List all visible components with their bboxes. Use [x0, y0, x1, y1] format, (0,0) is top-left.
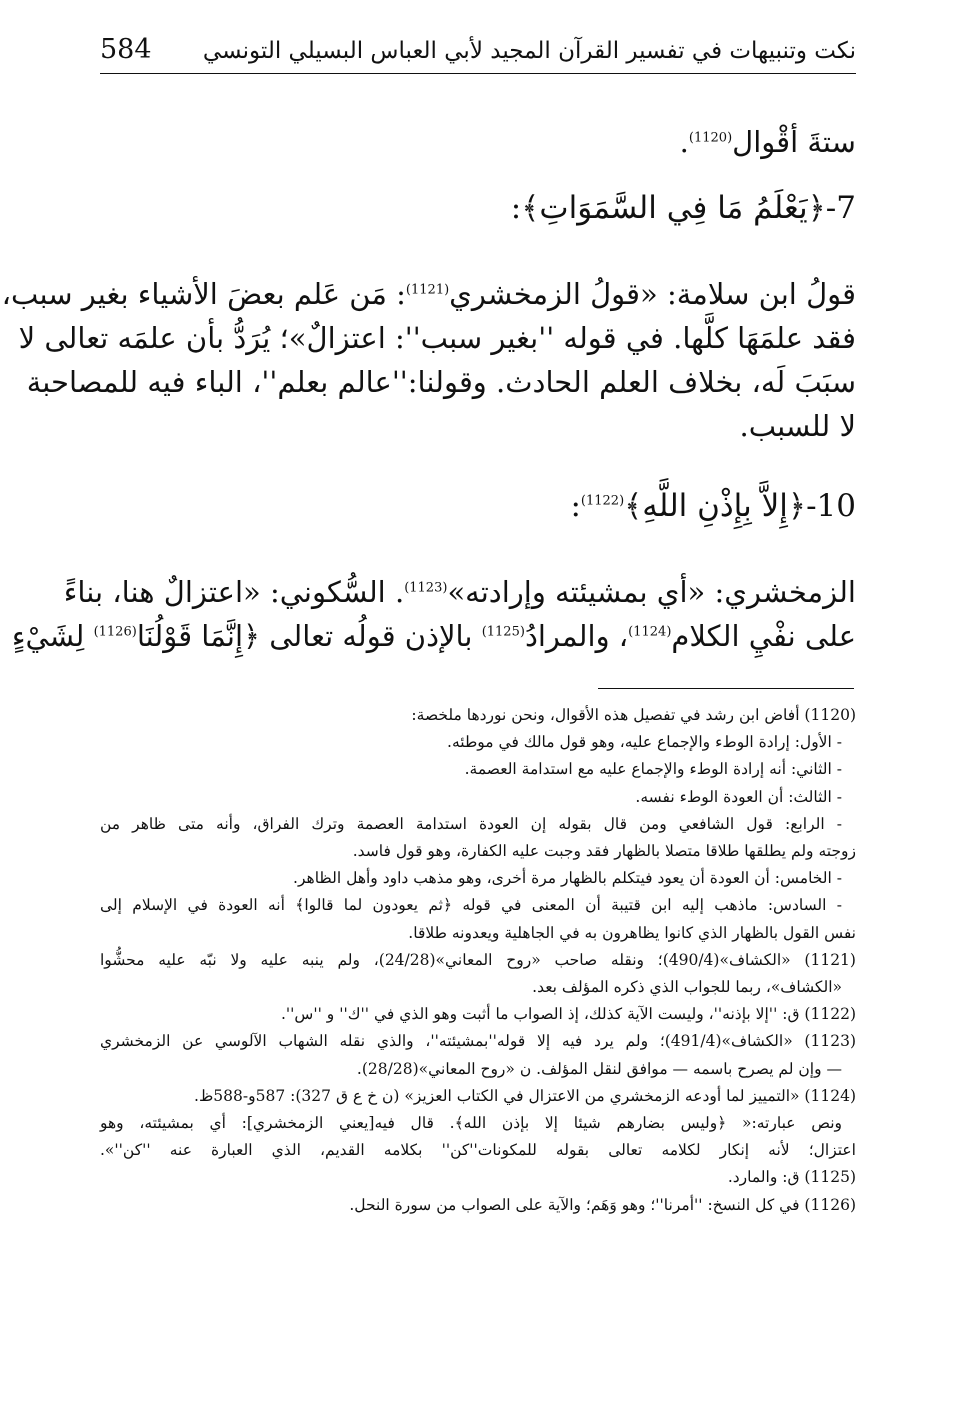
footnote-ref-1125: (1125) [481, 624, 525, 640]
paragraph-line [1, 272, 856, 316]
text-run: لِشَيْءٍ [11, 619, 94, 653]
footnote-ref-1122: (1122) [580, 493, 625, 509]
page-number: 584 [100, 34, 152, 65]
section-7-colon: : [510, 190, 522, 226]
footnote-line: «الكشاف»، ربما للجواب الذي ذكره المؤلف بعد. [532, 978, 842, 997]
text-run: ، والمرادُ [524, 619, 629, 653]
opening-text: ستةَ أقْوال [732, 125, 856, 159]
section-10-number: 10- [806, 488, 856, 524]
footnote-line: (1124) «التمييز لما أودعه الزمخشري من الاعتزال في الكتاب العزيز» (ن خ ع ق 327): 587و-588ظ. [194, 1086, 856, 1105]
running-header [100, 30, 856, 74]
footnote-ref-1124: (1124) [628, 624, 672, 640]
footnote-line: - الأول: إرادة الوطء والإجماع عليه، وهو قول مالك في موطئه. [447, 733, 842, 752]
paragraph-zamakhshari [11, 570, 856, 658]
paragraph-line: سبَبَ لَه، بخلاف العلم الحادث. وقولنا:''عالم بعلم''، الباء فيه للمصاحبة [26, 365, 856, 399]
text-run: الزمخشري: «أي بمشيئته وإرادته» [447, 575, 856, 609]
footnote-ref-1123: (1123) [404, 580, 448, 596]
running-title: نكت وتنبيهات في تفسير القرآن المجيد لأبي العباس البسيلي التونسي [202, 38, 856, 64]
footnote-ref-1120: (1120) [688, 130, 733, 146]
section-10-colon: : [570, 488, 581, 524]
paragraph-line [11, 614, 856, 658]
text-run: . السُّكوني: «اعتزالٌ هنا، بناءً [63, 575, 405, 609]
footnote-line: (1123) «الكشاف»(491/4)؛ ولم يرد فيه إلا قوله''بمشيئته''، والذي نقله الشهاب الآلوسي عن الزمخشري [100, 1032, 856, 1051]
header-rule [100, 73, 856, 74]
footnote-line: - الثالث: أن العودة الوطء نفسه. [635, 787, 842, 806]
text-run: على نفْيِ الكلام [671, 619, 856, 653]
footnote-line: - الخامس: أن العودة أن يعود فيتكلم بالظهار مرة أخرى، وهو مذهب داود وأهل الظاهر. [293, 869, 842, 888]
opening-end: . [679, 125, 689, 159]
footnote-line: زوجته ولم يطلقها طلاقا متصلا بالظهار فقد وجبت عليه الكفارة، وهو قول فاسد. [352, 842, 856, 861]
paragraph-ibn-salama [1, 272, 856, 448]
paragraph-line [63, 570, 856, 614]
footnote-ref-1121: (1121) [405, 282, 450, 298]
footnote-line: (1122) ق: ''إلا بإذنه''، وليست الآية كذلك، إذ الصواب ما أثبت وهو الذي في ''ك'' و ''س''. [280, 1005, 856, 1024]
footnote-line: (1121) «الكشاف»(490/4)؛ ونقله صاحب «روح المعاني»(24/28)، ولم ينبه عليه ولا نبّه عليه محشُّوا [100, 950, 856, 969]
footnote-line: - الثاني: أنه إرادة الوطء والإجماع عليه مع استدامة العصمة. [464, 760, 842, 779]
footnote-line: - الرابع: قول الشافعي ومن قال بقوله إن العودة استدامة العصمة وترك الفراق، وأنه متى ظاهر من [100, 814, 842, 833]
footnote-ref-1126: (1126) [93, 624, 137, 640]
footnote-line: (1125) ق: والمارد. [727, 1168, 856, 1187]
section-heading-10 [100, 488, 856, 524]
footnote-line: (1120) أفاض ابن رشد في تفصيل هذه الأقوال، ونحن نوردها ملخصة: [411, 706, 856, 724]
text-run: بالإذن قولُه تعالى ﴿إِنَّمَا قَوْلُنَا [136, 619, 482, 653]
footnote-separator [598, 688, 854, 689]
footnote-line: ونص عبارته:« ﴿وليس بضارهم شيئا إلا بإذن الله﴾. قال فيه[يعني الزمخشري]: أي بمشيئته، وهو [100, 1114, 842, 1133]
section-7-ayah: ﴿يَعْلَمُ مَا فِي السَّمَوَاتِ﴾ [521, 190, 826, 226]
paragraph-opening [100, 120, 856, 164]
footnote-line: اعتزال؛ لأنه إنكار لكلامه تعالى بقوله للمكونات''كن'' بكلامه القديم، الذي العبارة عنه ''كن''». [100, 1141, 856, 1160]
footnotes [100, 702, 856, 1219]
section-10-ayah: ﴿إِلاَّ بِإِذْنِ اللَّهِ﴾ [624, 488, 807, 524]
section-heading-7 [100, 190, 856, 226]
footnote-line: نفس القول بالظهار الذي كانوا يظاهرون به في الجاهلية ويعدونه طلاقا. [408, 923, 856, 942]
footnote-line: — وإن لم يصرح باسمه — موافق لنقل المؤلف. ن «روح المعاني»(28/28). [356, 1059, 842, 1078]
text-run: : مَن عَلم بعضَ الأشياء بغير سبب، [1, 277, 406, 311]
paragraph-line: فقد علمَهَا كلَّها. في قوله ''بغير سبب'': اعتزالٌ»؛ يُرَدُّ بأن علمَه تعالى لا [18, 321, 856, 355]
footnote-line: - السادس: ماذهب إليه ابن قتيبة أن المعنى في قوله ﴿ثم يعودون لما قالوا﴾ أنه العودة في الإسلام إلى [100, 896, 842, 915]
paragraph-line: لا للسبب. [739, 409, 856, 443]
section-7-number: 7- [825, 190, 856, 226]
text-run: قولُ ابن سلامة: «قولُ الزمخشري [449, 277, 856, 311]
footnote-line: (1126) في كل النسخ: ''أمرنا''؛ وهو وَهَم؛ والآية على الصواب من سورة النحل. [349, 1195, 856, 1214]
